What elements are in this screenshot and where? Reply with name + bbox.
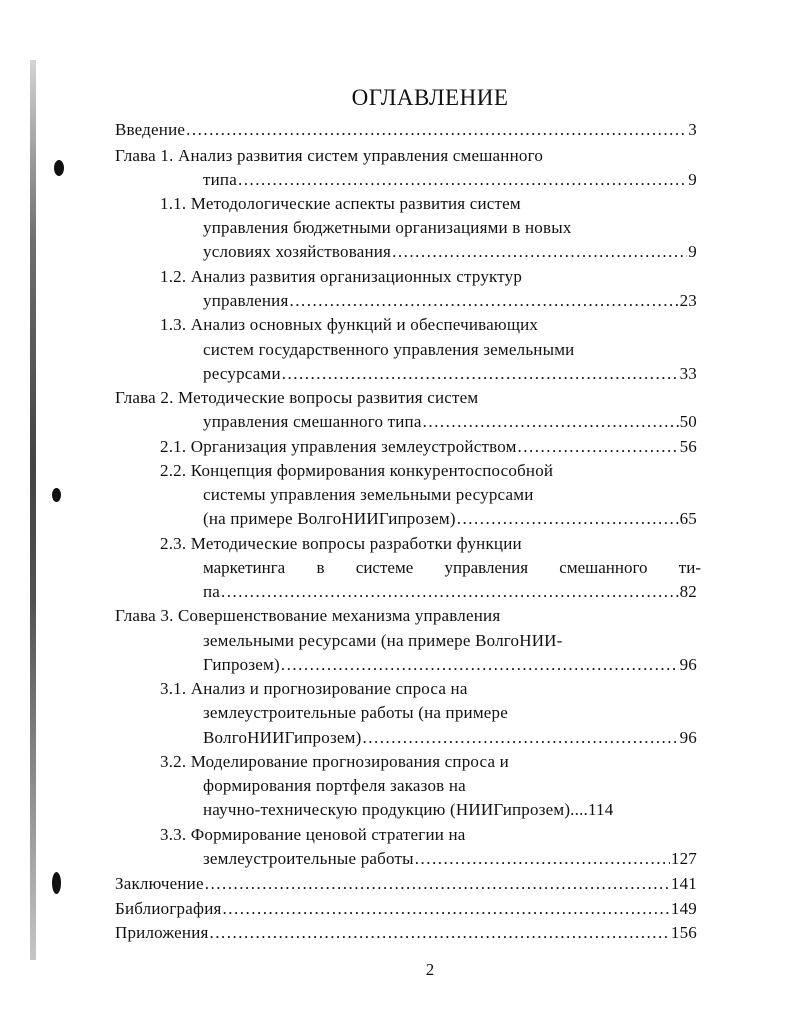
toc-section-2-2-last[interactable] [203, 507, 697, 531]
toc-section-2-2-line-2[interactable]: системы управления земельными ресурсами [203, 485, 534, 504]
toc-section-2-3-line-1[interactable]: 2.3. Методические вопросы разработки функции [160, 534, 522, 553]
toc-entry-conclusion[interactable] [115, 872, 697, 896]
toc-entry-text: научно-техническую продукцию (НИИГипрозем).... [203, 800, 588, 819]
dot-leader [423, 410, 679, 434]
toc-page-number: 114 [587, 800, 614, 819]
scan-mark-middle [52, 488, 61, 502]
dot-leader [186, 118, 687, 142]
toc-page-number: 96 [679, 655, 697, 674]
dot-leader [290, 289, 679, 313]
toc-page-number: 3 [688, 120, 697, 139]
dot-leader [281, 653, 679, 677]
toc-entry-text: землеустроительные работы [203, 849, 414, 868]
toc-page-number: 149 [670, 899, 697, 918]
toc-page-number: 156 [670, 923, 697, 942]
toc-entry-text: (на примере ВолгоНИИГипрозем) [203, 509, 456, 528]
toc-chapter-3-line-1[interactable]: Глава 3. Совершенствование механизма управления [115, 606, 501, 625]
toc-page-number: 9 [688, 170, 697, 189]
toc-section-3-2-line-1[interactable]: 3.2. Моделирование прогнозирования спроса и [160, 752, 509, 771]
dot-leader [210, 921, 670, 945]
scan-shadow-edge [30, 60, 36, 960]
toc-entry-text: Приложения [115, 923, 209, 942]
toc-page-number: 23 [679, 291, 697, 310]
toc-entry-text: типа [203, 170, 237, 189]
toc-section-2-3-last[interactable] [203, 580, 697, 604]
toc-section-3-2-line-3[interactable] [203, 798, 613, 822]
dot-leader [205, 872, 670, 896]
toc-chapter-2-line-1[interactable]: Глава 2. Методические вопросы развития систем [115, 388, 479, 407]
toc-section-3-3-last[interactable] [203, 847, 697, 871]
toc-section-3-1-last[interactable] [203, 726, 697, 750]
toc-section-1-3-line-2[interactable]: систем государственного управления земельными [203, 340, 575, 359]
dot-leader [415, 847, 670, 871]
toc-section-1-1-line-1[interactable]: 1.1. Методологические аспекты развития систем [160, 194, 521, 213]
toc-section-2-2-line-1[interactable]: 2.2. Концепция формирования конкурентоспособной [160, 461, 554, 480]
scan-mark-bottom [52, 872, 61, 894]
toc-section-1-1-last[interactable] [203, 240, 697, 264]
toc-page-number: 82 [679, 582, 697, 601]
toc-entry-text: ресурсами [203, 364, 281, 383]
toc-entry-text: Заключение [115, 874, 204, 893]
toc-section-3-1-line-1[interactable]: 3.1. Анализ и прогнозирование спроса на [160, 679, 468, 698]
toc-chapter-3-last[interactable] [203, 653, 697, 677]
toc-chapter-3-line-2[interactable]: земельными ресурсами (на примере ВолгоНИИ- [203, 631, 563, 650]
toc-section-2-1[interactable] [160, 435, 697, 459]
toc-entry-text: условиях хозяйствования [203, 242, 392, 261]
page-title: ОГЛАВЛЕНИЕ [351, 85, 509, 110]
toc-entry-bibliography[interactable] [115, 897, 697, 921]
toc-page-number: 33 [679, 364, 697, 383]
toc-section-1-2-last[interactable] [203, 289, 697, 313]
toc-section-3-3-line-1[interactable]: 3.3. Формирование ценовой стратегии на [160, 825, 466, 844]
toc-chapter-2-last[interactable] [203, 410, 697, 434]
dot-leader [238, 168, 687, 192]
dot-leader [223, 897, 670, 921]
toc-chapter-1-last[interactable] [203, 168, 697, 192]
toc-section-1-2-line-1[interactable]: 1.2. Анализ развития организационных структур [160, 267, 523, 286]
toc-section-3-2-line-2[interactable]: формирования портфеля заказов на [203, 776, 466, 795]
toc-entry-text: ВолгоНИИГипрозем) [203, 728, 362, 747]
toc-section-3-1-line-2[interactable]: землеустроительные работы (на примере [203, 703, 508, 722]
toc-entry-text: Гипрозем) [203, 655, 280, 674]
toc-entry-text: Введение [115, 120, 186, 139]
toc-section-1-3-line-1[interactable]: 1.3. Анализ основных функций и обеспечивающих [160, 315, 539, 334]
toc-entry-text: Библиография [115, 899, 222, 918]
toc-page-number: 56 [679, 437, 697, 456]
dot-leader [282, 362, 679, 386]
toc-page-number: 65 [679, 509, 697, 528]
toc-entry-text: 2.1. Организация управления землеустройством [160, 437, 517, 456]
dot-leader [362, 726, 678, 750]
toc-entry-intro[interactable] [115, 118, 697, 142]
dot-leader [457, 507, 679, 531]
toc-entry-appendices[interactable] [115, 921, 697, 945]
page-number: 2 [425, 960, 435, 979]
scan-mark-top [54, 160, 64, 176]
toc-section-2-3-line-2[interactable]: маркетинга в системе управления смешанного ти- [203, 558, 701, 577]
toc-entry-text: па [203, 582, 221, 601]
toc-page-number: 50 [679, 412, 697, 431]
toc-page-number: 127 [670, 849, 697, 868]
toc-page-number: 96 [679, 728, 697, 747]
dot-leader [221, 580, 679, 604]
dot-leader [392, 240, 687, 264]
toc-page-number: 9 [688, 242, 697, 261]
toc-entry-text: управления смешанного типа [203, 412, 422, 431]
toc-section-1-3-last[interactable] [203, 362, 697, 386]
toc-section-1-1-line-2[interactable]: управления бюджетными организациями в новых [203, 218, 572, 237]
toc-entry-text: управления [203, 291, 289, 310]
toc-page-number: 141 [670, 874, 697, 893]
toc-chapter-1-line-1[interactable]: Глава 1. Анализ развития систем управления смешанного [115, 146, 544, 165]
dot-leader [518, 435, 679, 459]
